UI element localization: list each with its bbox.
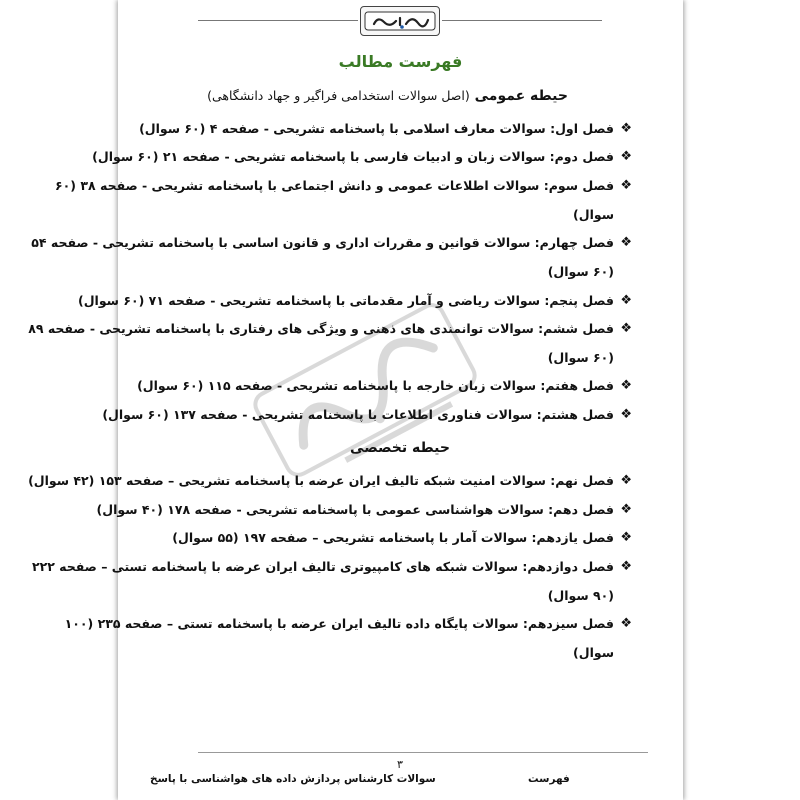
footer-section-name: فهرست xyxy=(528,773,570,785)
bullet-icon: ❖ xyxy=(620,530,632,545)
page-number: ۳ xyxy=(397,758,403,771)
toc-item-2-text: فصل دوم: سوالات زبان و ادبیات فارسی با پاسخنامه تشریحی - صفحه ۲۱ (۶۰ سوال) xyxy=(92,149,614,164)
toc-item-2[interactable] xyxy=(92,142,614,171)
section-heading-specialized xyxy=(0,440,800,456)
bullet-icon: ❖ xyxy=(620,502,632,517)
footer-rule xyxy=(198,752,648,753)
bullet-icon: ❖ xyxy=(620,149,632,164)
bullet-icon: ❖ xyxy=(620,407,632,422)
bullet-icon: ❖ xyxy=(620,378,632,393)
toc-item-4-line2: (۶۰ سوال) xyxy=(547,264,614,279)
toc-item-8-text: فصل هشتم: سوالات فناوری اطلاعات با پاسخنامه تشریحی - صفحه ۱۳۷ (۶۰ سوال) xyxy=(102,407,614,422)
toc-item-13[interactable] xyxy=(65,609,614,667)
toc-item-6-line1: فصل ششم: سوالات توانمندی های ذهنی و ویژگی های رفتاری با پاسخنامه تشریحی - صفحه ۸۹ xyxy=(28,321,614,336)
toc-item-3-line2: سوال) xyxy=(573,207,614,222)
footer-book-title: سوالات کارشناس پردازش داده های هواشناسی با پاسخ xyxy=(150,773,436,785)
toc-item-6[interactable] xyxy=(28,314,614,372)
toc-item-12-line1: فصل دوازدهم: سوالات شبکه های کامپیوتری تالیف ایران عرضه با پاسخنامه تستی – صفحه ۲۲۲ xyxy=(31,559,614,574)
bullet-icon: ❖ xyxy=(620,178,632,193)
toc-item-4[interactable] xyxy=(31,228,614,286)
toc-item-12[interactable] xyxy=(32,552,614,610)
toc-item-4-line1: فصل چهارم: سوالات قوانین و مقررات اداری و قانون اساسی با پاسخنامه تشریحی - صفحه ۵۴ xyxy=(31,235,614,250)
bullet-icon: ❖ xyxy=(620,616,632,631)
header-rule-left xyxy=(198,20,358,21)
toc-item-1-text: فصل اول: سوالات معارف اسلامی با پاسخنامه تشریحی - صفحه ۴ (۶۰ سوال) xyxy=(139,121,614,136)
header-rule-right xyxy=(442,20,602,21)
bullet-icon: ❖ xyxy=(620,121,632,136)
toc-item-10[interactable] xyxy=(97,495,614,524)
section-heading-general-note: (اصل سوالات استخدامی فراگیر و جهاد دانشگاهی) xyxy=(207,88,470,103)
toc-item-8[interactable] xyxy=(102,400,614,429)
toc-item-5[interactable] xyxy=(78,286,614,315)
toc-item-5-text: فصل پنجم: سوالات ریاضی و آمار مقدماتی با پاسخنامه تشریحی - صفحه ۷۱ (۶۰ سوال) xyxy=(77,293,614,308)
toc-item-3[interactable] xyxy=(55,171,614,229)
toc-item-6-line2: (۶۰ سوال) xyxy=(547,350,614,365)
bullet-icon: ❖ xyxy=(620,321,632,336)
toc-item-9[interactable] xyxy=(28,466,614,495)
section-heading-specialized-label: حیطه تخصصی xyxy=(350,440,450,456)
bullet-icon: ❖ xyxy=(620,559,632,574)
toc-item-7[interactable] xyxy=(137,371,614,400)
bullet-icon: ❖ xyxy=(620,235,632,250)
toc-item-1[interactable] xyxy=(139,114,614,143)
section-heading-general xyxy=(207,88,568,104)
toc-title: فهرست مطالب xyxy=(338,52,463,71)
toc-item-12-line2: (۹۰ سوال) xyxy=(547,588,614,603)
toc-item-9-text: فصل نهم: سوالات امنیت شبکه تالیف ایران عرضه با پاسخنامه تشریحی – صفحه ۱۵۳ (۴۲ سوال) xyxy=(28,473,614,488)
toc-item-3-line1: فصل سوم: سوالات اطلاعات عمومی و دانش اجتماعی با پاسخنامه تشریحی - صفحه ۳۸ (۶۰ xyxy=(55,178,614,193)
brand-logo-icon xyxy=(364,10,436,32)
toc-item-11[interactable] xyxy=(172,523,614,552)
section-heading-general-label: حیطه عمومی xyxy=(474,88,568,104)
toc-item-13-line1: فصل سیزدهم: سوالات پایگاه داده تالیف ایران عرضه با پاسخنامه تستی – صفحه ۲۳۵ (۱۰۰ xyxy=(64,616,614,631)
toc-item-10-text: فصل دهم: سوالات هواشناسی عمومی با پاسخنامه تشریحی - صفحه ۱۷۸ (۴۰ سوال) xyxy=(96,502,614,517)
brand-logo xyxy=(360,6,440,36)
toc-item-13-line2: سوال) xyxy=(573,645,614,660)
toc-item-7-text: فصل هفتم: سوالات زبان خارجه با پاسخنامه تشریحی - صفحه ۱۱۵ (۶۰ سوال) xyxy=(137,378,614,393)
bullet-icon: ❖ xyxy=(620,293,632,308)
bullet-icon: ❖ xyxy=(620,473,632,488)
toc-item-11-text: فصل یازدهم: سوالات آمار با پاسخنامه تشریحی – صفحه ۱۹۷ (۵۵ سوال) xyxy=(172,530,614,545)
